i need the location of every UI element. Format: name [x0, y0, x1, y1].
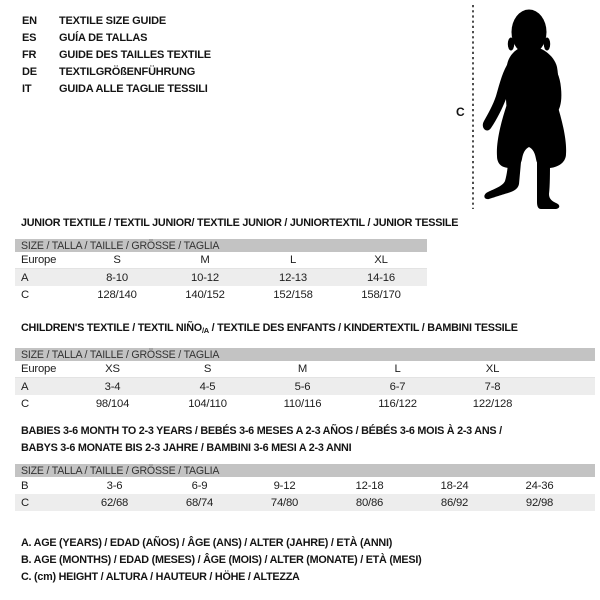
height-label: C — [456, 105, 465, 119]
height-measure-line — [470, 5, 476, 209]
size-cell: S — [203, 363, 212, 375]
value-cell: 5-6 — [294, 380, 311, 393]
table-row-height — [15, 395, 595, 412]
value-cell: 7-8 — [484, 380, 501, 393]
row-label: Europe — [21, 363, 57, 375]
value-cell: 62/68 — [100, 496, 129, 509]
size-cell: M — [200, 254, 210, 266]
table-header-bar: SIZE / TALLA / TAILLE / GRÖSSE / TAGLIA — [15, 464, 595, 477]
title-text: / TEXTILE DES ENFANTS / KINDERTEXTIL / BAMBINI TESSILE — [208, 322, 518, 334]
value-cell: 18-24 — [440, 479, 469, 492]
value-cell: 116/122 — [378, 397, 417, 410]
table-row-age — [15, 378, 595, 395]
value-cell: 14-16 — [367, 271, 395, 284]
section-title-children — [21, 322, 518, 335]
language-label: GUIDE DES TAILLES TEXTILE — [59, 48, 211, 61]
table-row-age — [15, 269, 427, 286]
language-code: IT — [22, 82, 32, 95]
language-code: ES — [22, 31, 37, 44]
size-cell: XL — [374, 254, 388, 266]
baby-silhouette-image — [480, 4, 598, 216]
row-label: A — [21, 380, 29, 393]
language-row-es — [22, 29, 211, 46]
value-cell: 12-13 — [279, 271, 307, 284]
row-label: B — [21, 479, 29, 492]
size-cell: XS — [105, 363, 120, 375]
row-label: A — [21, 271, 29, 284]
footnote-age-months: B. AGE (MONTHS) / EDAD (MESES) / ÂGE (MOIS) / ALTER (MONATE) / ETÀ (MESI) — [21, 554, 422, 566]
size-cell: L — [394, 363, 401, 375]
size-cell: S — [113, 254, 121, 266]
value-cell: 104/110 — [188, 397, 227, 410]
value-cell: 98/104 — [95, 397, 130, 410]
language-code: DE — [22, 65, 37, 78]
value-cell: 80/86 — [355, 496, 384, 509]
value-cell: 74/80 — [270, 496, 299, 509]
value-cell: 10-12 — [191, 271, 219, 284]
table-row-europe — [15, 361, 595, 378]
size-cell: XL — [485, 363, 500, 375]
size-cell: L — [289, 254, 297, 266]
title-subscript: /A — [201, 326, 209, 335]
table-row-months — [15, 477, 595, 494]
language-row-fr — [22, 46, 211, 63]
section-title-babies — [21, 425, 502, 458]
value-cell: 122/128 — [472, 397, 513, 410]
size-table-babies — [15, 464, 595, 511]
value-cell: 24-36 — [525, 479, 554, 492]
language-code: EN — [22, 14, 37, 27]
language-row-de — [22, 63, 211, 80]
table-row-height — [15, 494, 595, 511]
table-row-europe — [15, 252, 427, 269]
row-label: C — [21, 496, 29, 509]
title-text: CHILDREN'S TEXTILE / TEXTIL NIÑO — [21, 322, 202, 334]
value-cell: 92/98 — [525, 496, 554, 509]
table-header-bar: SIZE / TALLA / TAILLE / GRÖSSE / TAGLIA — [15, 348, 595, 361]
value-cell: 68/74 — [185, 496, 214, 509]
title-line: BABIES 3-6 MONTH TO 2-3 YEARS / BEBÉS 3-6 MESES A 2-3 AÑOS / BÉBÉS 3-6 MOIS À 2-3 ANS / — [21, 425, 502, 437]
value-cell: 8-10 — [106, 271, 128, 284]
table-header-bar: SIZE / TALLA / TAILLE / GRÖSSE / TAGLIA — [15, 239, 427, 252]
value-cell: 3-6 — [106, 479, 123, 492]
footnote-height: C. (cm) HEIGHT / ALTURA / HAUTEUR / HÖHE / ALTEZZA — [21, 571, 300, 583]
value-cell: 152/158 — [273, 288, 313, 301]
value-cell: 110/116 — [283, 397, 322, 410]
title-line: BABYS 3-6 MONATE BIS 2-3 JAHRE / BAMBINI 3-6 MESI A 2-3 ANNI — [21, 441, 352, 454]
footnote-legend — [21, 537, 421, 588]
row-label: Europe — [21, 254, 57, 266]
value-cell: 4-5 — [199, 380, 216, 393]
size-table-children — [15, 348, 595, 412]
value-cell: 158/170 — [361, 288, 401, 301]
language-code: FR — [22, 48, 37, 61]
value-cell: 12-18 — [355, 479, 384, 492]
language-label: GUÍA DE TALLAS — [59, 31, 148, 44]
value-cell: 6-7 — [389, 380, 406, 393]
row-label: C — [21, 288, 29, 301]
table-row-height — [15, 286, 427, 303]
row-label: C — [21, 397, 29, 410]
value-cell: 128/140 — [97, 288, 137, 301]
value-cell: 86/92 — [440, 496, 469, 509]
language-label: GUIDA ALLE TAGLIE TESSILI — [59, 82, 208, 95]
language-label: TEXTILE SIZE GUIDE — [59, 14, 167, 27]
value-cell: 140/152 — [185, 288, 225, 301]
language-label: TEXTILGRÖßENFÜHRUNG — [59, 65, 196, 78]
language-row-it — [22, 80, 211, 97]
language-list — [22, 12, 211, 97]
value-cell: 3-4 — [104, 380, 121, 393]
value-cell: 6-9 — [191, 479, 208, 492]
size-cell: M — [297, 363, 308, 375]
footnote-age-years: A. AGE (YEARS) / EDAD (AÑOS) / ÂGE (ANS) / ALTER (JAHRE) / ETÀ (ANNI) — [21, 537, 393, 549]
value-cell: 9-12 — [273, 479, 296, 492]
size-table-junior — [15, 239, 427, 303]
section-title-junior: JUNIOR TEXTILE / TEXTIL JUNIOR/ TEXTILE JUNIOR / JUNIORTEXTIL / JUNIOR TESSILE — [21, 217, 459, 229]
language-row-en — [22, 12, 211, 29]
